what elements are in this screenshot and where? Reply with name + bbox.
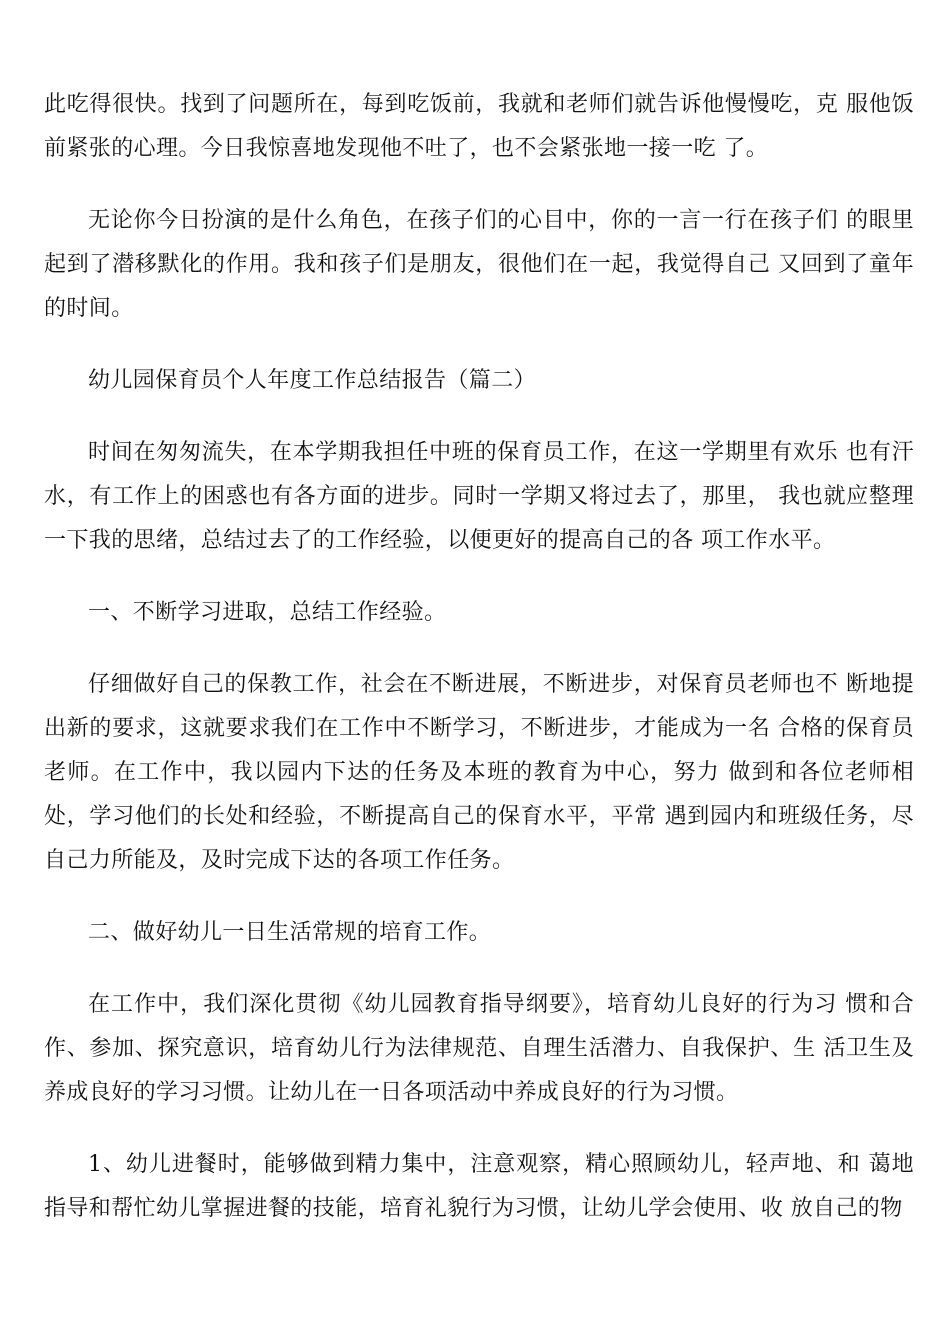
paragraph-role-influence: 无论你今日扮演的是什么角色，在孩子们的心目中，你的一言一行在孩子们 的眼里起到了潜移默化的作用。我和孩子们是朋友，很他们在一起，我觉得自己 又回到了童年的时间。 [44,208,914,321]
section-heading-one: 一、不断学习进取，总结工作经验。 [88,600,447,625]
paragraph-habits: 在工作中，我们深化贯彻《幼儿园教育指导纲要》，培育幼儿良好的行为习 惯和合作、参加、探究意识，培育幼儿行为法律规范、自理生活潜力、自我保护、生 活卫生及养成良好的学习习惯。让幼儿在一日各项活动中养成良好的行为习惯。 [44,992,914,1105]
paragraph-meals: 1、幼儿进餐时，能够做到精力集中，注意观察，精心照顾幼儿，轻声地、和 蔼地指导和帮忙幼儿掌握进餐的技能，培育礼貌行为习惯，让幼儿学会使用、收 放自己的物 [44,1152,914,1221]
paragraph-continuation: 此吃得很快。找到了问题所在，每到吃饭前，我就和老师们就告诉他慢慢吃，克 服他饭前紧张的心理。今日我惊喜地发现他不吐了，也不会紧张地一接一吃 了。 [44,92,914,161]
paragraph-learning: 仔细做好自己的保教工作，社会在不断进展，不断进步，对保育员老师也不 断地提出新的要求，这就要求我们在工作中不断学习，不断进步，才能成为一名 合格的保育员老师。在工作中，我以园内下达的任务及本班的教育为中心，努力 做到和各位老师相处，学习他们的长处和经验，不断提高自己的保育水平，平常 遇到园内和班级任务，尽自己力所能及，及时完成下达的各项工作任务。 [44,672,914,873]
section-title: 幼儿园保育员个人年度工作总结报告（篇二） [88,368,537,393]
paragraph-intro: 时间在匆匆流失，在本学期我担任中班的保育员工作，在这一学期里有欢乐 也有汗水，有工作上的困惑也有各方面的进步。同时一学期又将过去了，那里， 我也就应整理一下我的思绪，总结过去了的工作经验，以便更好的提高自己的各 项工作水平。 [44,440,914,553]
document-body [44,83,914,1259]
section-heading-two: 二、做好幼儿一日生活常规的培育工作。 [88,920,492,945]
